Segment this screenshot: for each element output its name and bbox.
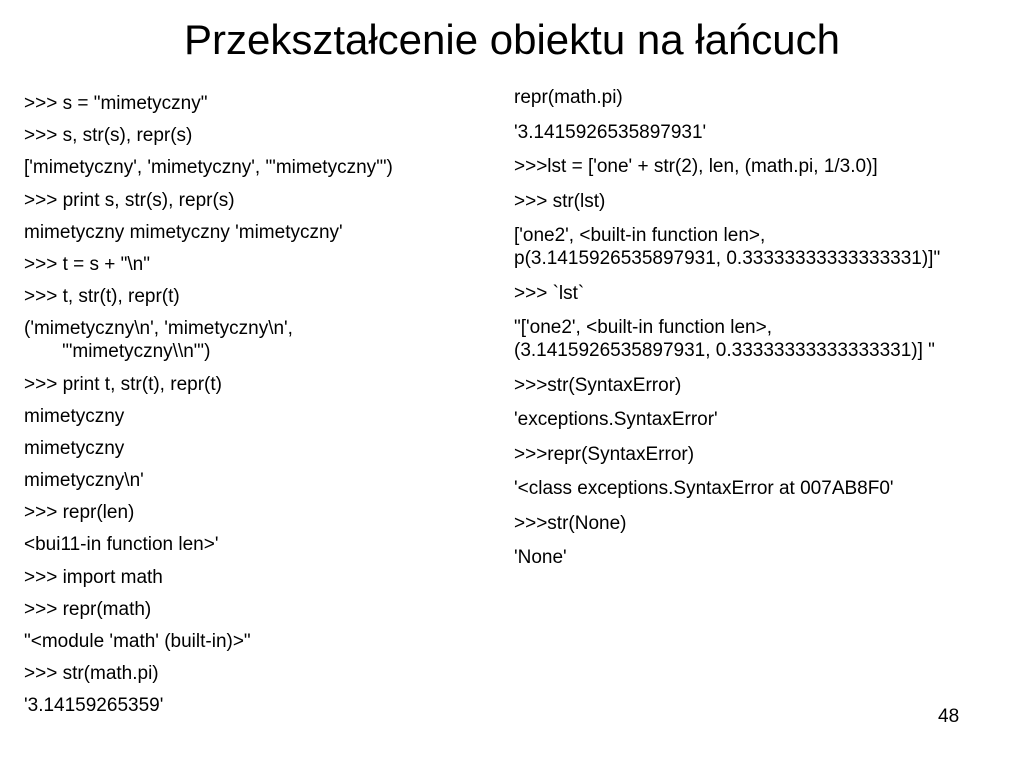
code-line <box>514 546 1014 569</box>
code-line <box>514 374 1014 397</box>
code-line <box>514 224 1014 270</box>
code-line-part: >>>repr(SyntaxError) <box>514 443 695 465</box>
code-line: mimetyczny mimetyczny 'mimetyczny' <box>24 221 343 243</box>
code-line <box>514 86 1014 109</box>
code-line-part: 'exceptions.SyntaxError' <box>514 409 718 430</box>
code-line: '3.14159265359' <box>24 695 164 717</box>
code-line <box>514 408 1014 431</box>
code-line-continuation: '"mimetyczny\\n"') <box>62 341 211 363</box>
code-line: >>> t, str(t), repr(t) <box>24 286 180 308</box>
code-line: >>> str(math.pi) <box>24 663 159 685</box>
code-line-part: >>>lst = ['one' + str(2), len, (math.pi, 1/3.0)] <box>514 156 878 177</box>
code-line-part: ['one2', <built-in function len>, <box>514 225 766 246</box>
code-line <box>514 443 1014 466</box>
code-line: >>> t = s + "\n" <box>24 253 150 275</box>
code-line-part: >>> `lst` <box>514 282 585 304</box>
code-line: >>> print t, str(t), repr(t) <box>24 373 222 395</box>
code-line: "<module 'math' (built-in)>" <box>24 631 251 652</box>
code-line: <bui11-in function len>' <box>24 534 219 556</box>
code-line: >>> repr(math) <box>24 598 152 620</box>
code-line: >>> print s, str(s), repr(s) <box>24 189 235 211</box>
slide-title: Przekształcenie obiektu na łańcuch <box>183 16 841 63</box>
code-line <box>514 477 1014 500</box>
code-line: >>> s, str(s), repr(s) <box>24 125 193 147</box>
code-line: >>> import math <box>24 566 163 588</box>
code-line <box>514 190 1014 213</box>
code-line <box>514 512 1014 535</box>
page-number: 48 <box>938 706 960 727</box>
code-line-part: "['one2', <built-in function len>, <box>514 317 773 338</box>
code-line-part: >>>str(SyntaxError) <box>514 374 682 396</box>
right-code-column <box>514 86 1014 581</box>
code-line-wrapped <box>24 317 494 363</box>
code-line <box>514 155 1014 178</box>
code-line: mimetyczny <box>24 437 125 459</box>
code-line: mimetyczny\n' <box>24 470 144 492</box>
code-line-continuation: (3.1415926535897931, 0.33333333333333331)] " <box>514 340 935 361</box>
code-line <box>514 121 1014 144</box>
code-line: >>> repr(len) <box>24 502 135 524</box>
code-line-part: 'None' <box>514 547 567 568</box>
code-line-part: >>> str(lst) <box>514 190 606 212</box>
code-line-continuation: p(3.1415926535897931, 0.33333333333333331)]" <box>514 248 941 269</box>
code-line-part: '<class exceptions.SyntaxError at 007AB8F0' <box>514 478 894 499</box>
code-line-part: >>>str(None) <box>514 512 627 534</box>
code-line: >>> s = "mimetyczny" <box>24 93 208 114</box>
code-line-part: ('mimetyczny\n', 'mimetyczny\n', <box>24 318 293 340</box>
code-line: mimetyczny <box>24 405 125 427</box>
code-line-part: '3.1415926535897931' <box>514 121 707 143</box>
left-code-column <box>24 92 494 727</box>
code-line: ['mimetyczny', 'mimetyczny', "'mimetyczny'") <box>24 157 393 179</box>
code-line <box>514 316 1014 362</box>
code-line <box>514 282 1014 305</box>
code-line-part: repr(math.pi) <box>514 87 623 108</box>
